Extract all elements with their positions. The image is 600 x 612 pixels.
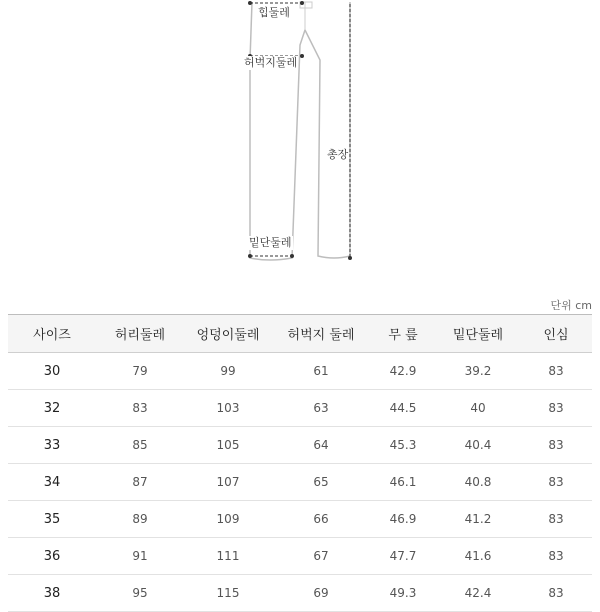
size-cell: 38 [8,575,96,612]
measurement-cell: 83 [520,464,592,501]
measurement-cell: 41.6 [436,538,520,575]
measurement-cell: 64 [272,427,370,464]
measurement-cell: 79 [96,353,184,390]
measurement-cell: 63 [272,390,370,427]
measurement-cell: 83 [96,390,184,427]
measurement-cell: 107 [184,464,272,501]
measurement-cell: 42.4 [436,575,520,612]
size-cell: 34 [8,464,96,501]
table-row [8,538,592,575]
measurement-cell: 40 [436,390,520,427]
table-row [8,427,592,464]
size-table [8,314,592,612]
measurement-cell: 67 [272,538,370,575]
table-row [8,464,592,501]
table-row [8,353,592,390]
hip-label: 힙둘레 [258,6,290,19]
column-header: 인심 [520,315,592,353]
pants-outline-illustration [0,0,600,270]
measurement-cell: 83 [520,538,592,575]
measurement-cell: 85 [96,427,184,464]
column-header: 엉덩이둘레 [184,315,272,353]
measurement-cell: 111 [184,538,272,575]
measurement-cell: 49.3 [370,575,436,612]
measurement-cell: 83 [520,575,592,612]
hem-label: 밑단둘레 [249,236,292,249]
size-cell: 36 [8,538,96,575]
measurement-cell: 46.1 [370,464,436,501]
measurement-cell: 45.3 [370,427,436,464]
measurement-cell: 47.7 [370,538,436,575]
column-header: 밑단둘레 [436,315,520,353]
column-header: 허리둘레 [96,315,184,353]
measurement-cell: 41.2 [436,501,520,538]
measurement-cell: 87 [96,464,184,501]
size-cell: 32 [8,390,96,427]
table-row [8,390,592,427]
measurement-cell: 83 [520,390,592,427]
measurement-cell: 103 [184,390,272,427]
size-cell: 33 [8,427,96,464]
column-header: 무 릎 [370,315,436,353]
measurement-cell: 44.5 [370,390,436,427]
measurement-cell: 83 [520,501,592,538]
measurement-cell: 115 [184,575,272,612]
column-header: 허벅지 둘레 [272,315,370,353]
measurement-cell: 69 [272,575,370,612]
table-row [8,575,592,612]
table-header-row [8,315,592,353]
size-cell: 30 [8,353,96,390]
length-label: 총장 [327,148,349,161]
measurement-cell: 61 [272,353,370,390]
measurement-cell: 91 [96,538,184,575]
measurement-cell: 83 [520,353,592,390]
thigh-label: 허벅지둘레 [244,56,298,69]
measurement-cell: 99 [184,353,272,390]
pants-measurement-diagram [0,0,600,270]
measurement-cell: 66 [272,501,370,538]
table-row [8,501,592,538]
size-cell: 35 [8,501,96,538]
measurement-cell: 83 [520,427,592,464]
measurement-cell: 42.9 [370,353,436,390]
measurement-cell: 40.8 [436,464,520,501]
measurement-cell: 89 [96,501,184,538]
measurement-cell: 40.4 [436,427,520,464]
column-header: 사이즈 [8,315,96,353]
measurement-cell: 95 [96,575,184,612]
measurement-cell: 39.2 [436,353,520,390]
measurement-cell: 65 [272,464,370,501]
table-body [8,353,592,612]
measurement-cell: 46.9 [370,501,436,538]
unit-label: 단위 cm [550,299,592,312]
measurement-cell: 105 [184,427,272,464]
measurement-cell: 109 [184,501,272,538]
